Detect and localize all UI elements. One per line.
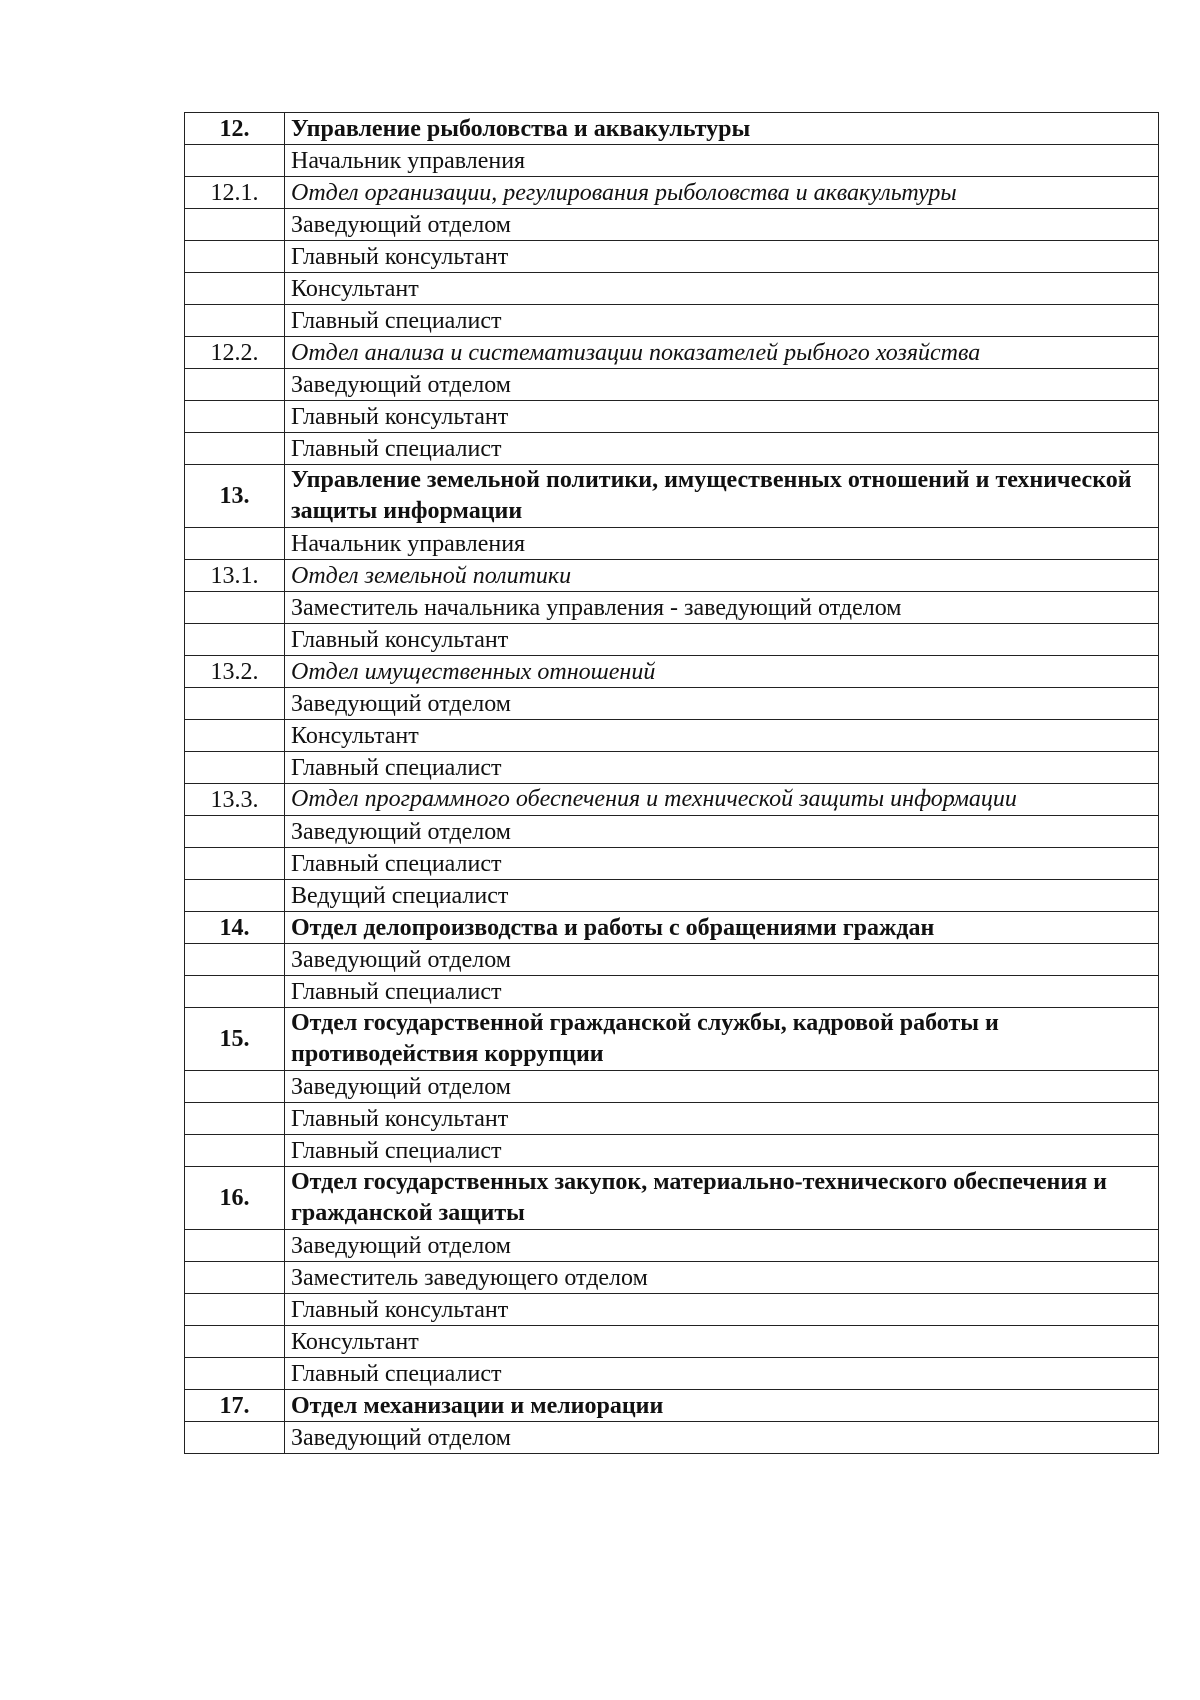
row-number-cell [185,1326,285,1358]
row-number-cell [185,1071,285,1103]
row-name-cell: Заведующий отделом [285,1071,1159,1103]
row-name-cell: Консультант [285,720,1159,752]
row-name-cell: Консультант [285,1326,1159,1358]
position-row [185,1103,1159,1135]
row-name-cell: Отдел программного обеспечения и технической защиты информации [285,784,1159,816]
subdepartment-row [185,656,1159,688]
row-number-cell: 13.3. [185,784,285,816]
row-name-cell: Заместитель заведующего отделом [285,1262,1159,1294]
row-number-cell [185,528,285,560]
row-name-cell: Главный консультант [285,241,1159,273]
row-number-cell: 14. [185,912,285,944]
position-row [185,305,1159,337]
row-number-cell [185,1103,285,1135]
position-row [185,1262,1159,1294]
position-row [185,624,1159,656]
row-number-cell [185,401,285,433]
row-number-cell: 12.1. [185,177,285,209]
row-number-cell [185,944,285,976]
row-number-cell [185,976,285,1008]
row-number-cell [185,369,285,401]
position-row [185,1358,1159,1390]
row-name-cell: Отдел земельной политики [285,560,1159,592]
row-name-cell: Заведующий отделом [285,944,1159,976]
row-number-cell [185,720,285,752]
row-number-cell: 13.1. [185,560,285,592]
position-row [185,1071,1159,1103]
row-name-cell: Отдел анализа и систематизации показателей рыбного хозяйства [285,337,1159,369]
position-row [185,944,1159,976]
position-row [185,752,1159,784]
row-name-cell: Отдел государственных закупок, материально-технического обеспечения и гражданской защиты [285,1167,1159,1230]
department-row [185,1390,1159,1422]
row-number-cell: 13. [185,465,285,528]
row-number-cell [185,848,285,880]
row-name-cell: Отдел делопроизводства и работы с обращениями граждан [285,912,1159,944]
position-row [185,209,1159,241]
position-row [185,816,1159,848]
row-number-cell [185,1358,285,1390]
row-name-cell: Отдел механизации и мелиорации [285,1390,1159,1422]
row-name-cell: Управление рыболовства и аквакультуры [285,113,1159,145]
position-row [185,1422,1159,1454]
row-name-cell: Консультант [285,273,1159,305]
row-name-cell: Заместитель начальника управления - заведующий отделом [285,592,1159,624]
row-number-cell [185,816,285,848]
row-name-cell: Заведующий отделом [285,209,1159,241]
row-name-cell: Главный специалист [285,848,1159,880]
row-number-cell: 12.2. [185,337,285,369]
row-number-cell [185,592,285,624]
subdepartment-row [185,784,1159,816]
row-name-cell: Главный специалист [285,305,1159,337]
position-row [185,273,1159,305]
subdepartment-row [185,337,1159,369]
row-number-cell [185,752,285,784]
row-name-cell: Ведущий специалист [285,880,1159,912]
row-name-cell: Заведующий отделом [285,369,1159,401]
row-number-cell [185,880,285,912]
row-name-cell: Заведующий отделом [285,1230,1159,1262]
department-row [185,113,1159,145]
row-number-cell [185,1422,285,1454]
position-row [185,880,1159,912]
row-name-cell: Отдел государственной гражданской службы, кадровой работы и противодействия коррупции [285,1008,1159,1071]
row-name-cell: Заведующий отделом [285,816,1159,848]
position-row [185,592,1159,624]
position-row [185,1294,1159,1326]
row-name-cell: Главный консультант [285,624,1159,656]
position-row [185,145,1159,177]
staff-table-body [185,113,1159,1454]
department-row [185,1008,1159,1071]
row-name-cell: Главный специалист [285,1135,1159,1167]
position-row [185,241,1159,273]
row-number-cell [185,273,285,305]
row-name-cell: Главный специалист [285,976,1159,1008]
row-number-cell [185,1262,285,1294]
department-row [185,1167,1159,1230]
row-number-cell: 16. [185,1167,285,1230]
position-row [185,720,1159,752]
row-number-cell: 13.2. [185,656,285,688]
row-name-cell: Начальник управления [285,528,1159,560]
subdepartment-row [185,560,1159,592]
position-row [185,976,1159,1008]
row-number-cell [185,1294,285,1326]
staff-table [184,112,1159,1454]
department-row [185,465,1159,528]
row-name-cell: Главный специалист [285,752,1159,784]
row-name-cell: Главный консультант [285,1294,1159,1326]
row-number-cell: 17. [185,1390,285,1422]
row-number-cell: 12. [185,113,285,145]
position-row [185,433,1159,465]
row-number-cell [185,624,285,656]
row-number-cell [185,1230,285,1262]
row-number-cell: 15. [185,1008,285,1071]
row-number-cell [185,145,285,177]
row-name-cell: Заведующий отделом [285,688,1159,720]
position-row [185,1230,1159,1262]
row-name-cell: Отдел организации, регулирования рыболовства и аквакультуры [285,177,1159,209]
row-number-cell [185,305,285,337]
position-row [185,369,1159,401]
row-name-cell: Главный специалист [285,1358,1159,1390]
row-name-cell: Заведующий отделом [285,1422,1159,1454]
row-number-cell [185,241,285,273]
row-name-cell: Отдел имущественных отношений [285,656,1159,688]
position-row [185,1135,1159,1167]
row-name-cell: Главный консультант [285,1103,1159,1135]
position-row [185,688,1159,720]
row-name-cell: Управление земельной политики, имущественных отношений и технической защиты информации [285,465,1159,528]
position-row [185,1326,1159,1358]
row-name-cell: Начальник управления [285,145,1159,177]
row-number-cell [185,209,285,241]
row-number-cell [185,688,285,720]
subdepartment-row [185,177,1159,209]
row-number-cell [185,433,285,465]
row-number-cell [185,1135,285,1167]
position-row [185,528,1159,560]
row-name-cell: Главный консультант [285,401,1159,433]
position-row [185,848,1159,880]
department-row [185,912,1159,944]
position-row [185,401,1159,433]
row-name-cell: Главный специалист [285,433,1159,465]
